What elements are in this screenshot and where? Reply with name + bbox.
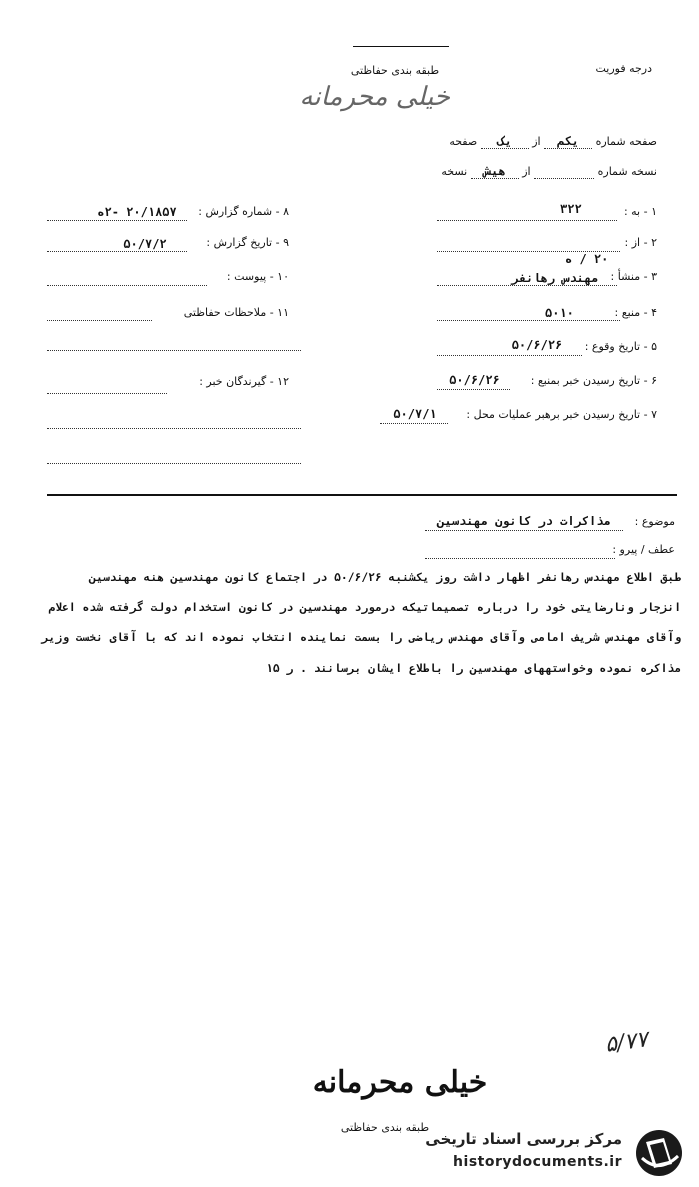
- field-recipients-line-2: [47, 428, 301, 429]
- copy-value: [534, 164, 594, 179]
- margin-note: ۵/۷۷: [603, 1027, 650, 1058]
- reference-line: [425, 558, 615, 559]
- body-line-3: وآقای مهندس شریف امامی وآقای مهندس ریاضی را بسمت نماینده انتخاب نموده اند که با آقای نخست وزیر: [41, 631, 681, 644]
- field-from-value: ۲۰ / ه: [565, 252, 609, 266]
- field-to-label: ۱ - به :: [623, 205, 657, 218]
- field-source-received-date-label: ۶ - تاریخ رسیدن خبر بمنبع :: [530, 374, 657, 387]
- field-source-value: ۵۰۱۰: [545, 306, 574, 320]
- classification-label: طبقه بندی حفاظتی: [350, 64, 440, 77]
- subject-label: موضوع :: [634, 515, 675, 528]
- watermark-logo-icon: [634, 1128, 684, 1178]
- field-report-number-line: [47, 220, 187, 221]
- field-security-notes-line-2: [47, 350, 301, 351]
- priority-label: درجه فوریت: [595, 62, 652, 75]
- section-divider: [47, 494, 677, 496]
- body-line-4: مذاکره نموده وخواستههای مهندسین را باطلاع ایشان برسانند . ر ۱۵: [266, 662, 681, 675]
- copy-label: نسخه شماره: [597, 165, 657, 178]
- watermark-name: مرکز بررسی اسناد تاریخی: [425, 1130, 622, 1148]
- field-occurrence-date-label: ۵ - تاریخ وقوع :: [584, 340, 657, 353]
- field-origin-value: مهندس رهانفر: [511, 271, 599, 285]
- page-total: یک: [481, 134, 529, 149]
- copy-total: هیش: [471, 164, 519, 179]
- field-ops-received-date-label: ۷ - تاریخ رسیدن خبر برهبر عملیات محل :: [466, 408, 657, 421]
- field-report-number-label: ۸ - شماره گزارش :: [198, 205, 289, 218]
- page-value: یکم: [544, 134, 592, 149]
- field-report-number-value: ۲۰/۱۸۵۷ -۲ه: [97, 205, 177, 219]
- copy-number-row: [397, 164, 657, 179]
- field-source-received-date-line: [437, 389, 510, 390]
- page-number-row: [397, 134, 657, 149]
- field-security-notes-line-1: [47, 320, 152, 321]
- subject-line: [425, 530, 623, 531]
- watermark: [418, 1126, 688, 1178]
- field-recipients-label: ۱۲ - گیرندگان خبر :: [199, 375, 289, 388]
- reference-label: عطف / پیرو :: [612, 543, 675, 556]
- header-top-rule: [353, 46, 449, 47]
- field-origin-line: [437, 285, 617, 286]
- page-suffix: صفحه: [449, 135, 478, 148]
- field-source-label: ۴ - منبع :: [614, 306, 657, 319]
- field-origin-label: ۳ - منشأ :: [610, 270, 657, 283]
- field-source-received-date-value: ۵۰/۶/۲۶: [449, 373, 500, 387]
- field-ops-received-date-value: ۵۰/۷/۱: [393, 407, 437, 421]
- copy-of: از: [522, 165, 531, 178]
- field-report-date-label: ۹ - تاریخ گزارش :: [206, 236, 289, 249]
- field-from-label: ۲ - از :: [624, 236, 657, 249]
- field-to-value: ۳۲۲: [560, 202, 582, 216]
- classification-stamp: خیلی محرمانه: [299, 82, 450, 112]
- watermark-url: historydocuments.ir: [453, 1154, 622, 1170]
- field-security-notes-label: ۱۱ - ملاحظات حفاظتی: [183, 306, 289, 319]
- field-report-date-value: ۵۰/۷/۲: [123, 237, 167, 251]
- copy-suffix: نسخه: [441, 165, 468, 178]
- footer-classification-label: طبقه بندی حفاظتی: [340, 1121, 430, 1134]
- field-occurrence-date-line: [437, 355, 582, 356]
- body-line-1: طبق اطلاع مهندس رهانفر اظهار داشت روز یکشنبه ۵۰/۶/۲۶ در اجتماع کانون مهندسین هنه مهندسین: [89, 571, 681, 584]
- field-to-line: [437, 220, 617, 221]
- field-ops-received-date-line: [380, 423, 448, 424]
- field-report-date-line: [47, 251, 187, 252]
- field-recipients-line-1: [47, 393, 167, 394]
- field-attachment-label: ۱۰ - پیوست :: [226, 270, 289, 283]
- field-source-line: [437, 320, 620, 321]
- subject-value: مذاکرات در کانون مهندسین: [437, 514, 611, 528]
- field-recipients-line-3: [47, 463, 301, 464]
- field-attachment-line: [47, 285, 207, 286]
- page-label: صفحه شماره: [595, 135, 657, 148]
- page-of: از: [532, 135, 541, 148]
- body-line-2: انزجار ونارضایتی خود را درباره تصمیماتیکه درمورد مهندسین در کانون استخدام دولت گرفته شده اعلام: [48, 601, 681, 614]
- field-occurrence-date-value: ۵۰/۶/۲۶: [511, 338, 563, 352]
- footer-stamp: خیلی محرمانه: [312, 1065, 488, 1100]
